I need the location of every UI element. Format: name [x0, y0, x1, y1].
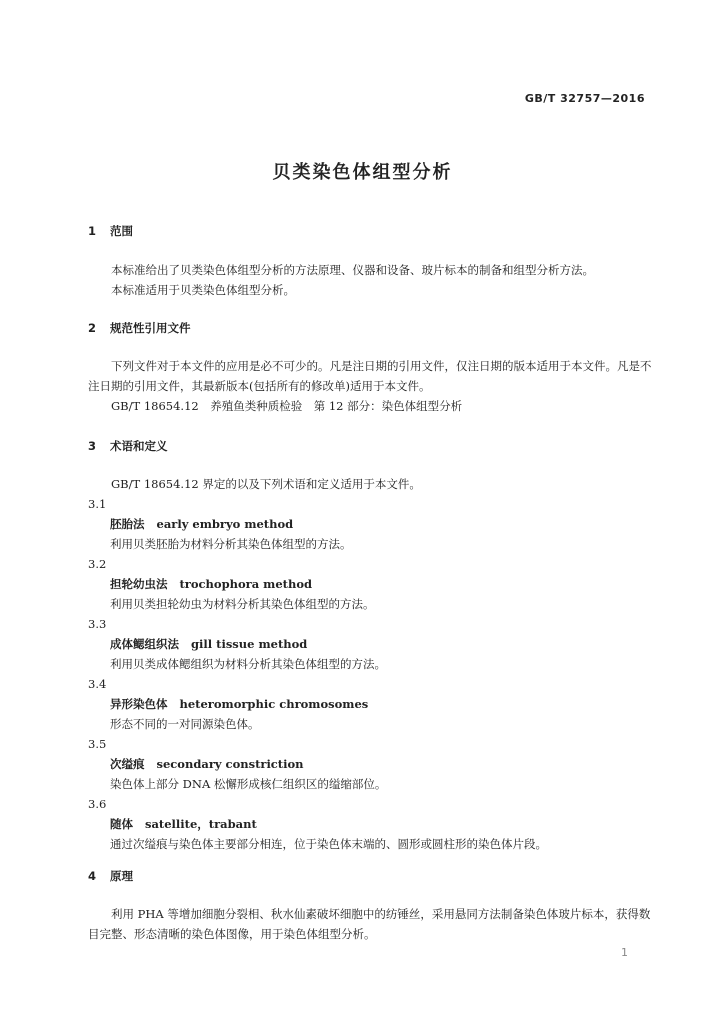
section-heading	[88, 318, 660, 338]
term-entry	[88, 614, 660, 674]
section-heading	[88, 436, 660, 456]
term-number: 3.4	[88, 677, 107, 691]
section-3	[88, 436, 660, 456]
paragraph: 下列文件对于本文件的应用是必不可少的。凡是注日期的引用文件，仅注日期的版本适用于本文件。凡是不注日期的引用文件，其最新版本(包括所有的修改单)适用于本文件。	[88, 359, 652, 393]
paragraph: 本标准给出了贝类染色体组型分析的方法原理、仪器和设备、玻片标本的制备和组型分析方法。	[111, 263, 594, 277]
term-definition: 通过次缢痕与染色体主要部分相连，位于染色体末端的、圆形或圆柱形的染色体片段。	[110, 837, 547, 851]
reference-item: GB/T 18654.12 养殖鱼类种质检验 第 12 部分：染色体组型分析	[111, 399, 463, 413]
term-definition: 利用贝类成体鳃组织为材料分析其染色体组型的方法。	[110, 657, 386, 671]
section-heading	[88, 221, 660, 241]
section-heading	[88, 866, 660, 886]
term-definition: 利用贝类担轮幼虫为材料分析其染色体组型的方法。	[110, 597, 375, 611]
term-name: 随体 satellite，trabant	[110, 817, 257, 831]
term-definition: 形态不同的一对同源染色体。	[110, 717, 260, 731]
term-entry	[88, 794, 660, 854]
term-entry	[88, 674, 660, 734]
term-name: 异形染色体 heteromorphic chromosomes	[110, 697, 369, 711]
section-4-body	[88, 904, 660, 944]
term-number: 3.3	[88, 617, 107, 631]
section-1-body	[88, 260, 660, 300]
term-entry	[88, 734, 660, 794]
section-2-body	[88, 356, 660, 416]
page-number: 1	[621, 946, 628, 959]
term-name: 胚胎法 early embryo method	[110, 517, 294, 531]
section-3-body	[88, 474, 660, 854]
term-number: 3.2	[88, 557, 107, 571]
term-name: 担轮幼虫法 trochophora method	[110, 577, 313, 591]
section-title: 原理	[110, 869, 133, 883]
term-entry	[88, 554, 660, 614]
term-number: 3.6	[88, 797, 107, 811]
paragraph: GB/T 18654.12 界定的以及下列术语和定义适用于本文件。	[111, 477, 421, 491]
section-number: 3	[88, 439, 97, 453]
section-1	[88, 221, 660, 241]
section-title: 规范性引用文件	[110, 321, 191, 335]
term-number: 3.1	[88, 497, 107, 511]
term-number: 3.5	[88, 737, 107, 751]
paragraph: 利用 PHA 等增加细胞分裂相、秋水仙素破坏细胞中的纺锤丝，采用悬同方法制备染色体玻片标本，获得数目完整、形态清晰的染色体图像，用于染色体组型分析。	[88, 907, 651, 941]
section-number: 1	[88, 224, 97, 238]
section-number: 4	[88, 869, 97, 883]
term-name: 成体鳃组织法 gill tissue method	[110, 637, 308, 651]
document-title: 贝类染色体组型分析	[272, 162, 453, 183]
section-title: 范围	[110, 224, 133, 238]
term-definition: 染色体上部分 DNA 松懈形成核仁组织区的缢缩部位。	[110, 777, 387, 791]
section-2	[88, 318, 660, 338]
term-name: 次缢痕 secondary constriction	[110, 757, 304, 771]
paragraph: 本标准适用于贝类染色体组型分析。	[111, 283, 295, 297]
standard-code: GB/T 32757—2016	[524, 92, 645, 105]
term-definition: 利用贝类胚胎为材料分析其染色体组型的方法。	[110, 537, 352, 551]
section-number: 2	[88, 321, 97, 335]
section-title: 术语和定义	[110, 439, 168, 453]
section-4	[88, 866, 660, 886]
term-entry	[88, 494, 660, 554]
